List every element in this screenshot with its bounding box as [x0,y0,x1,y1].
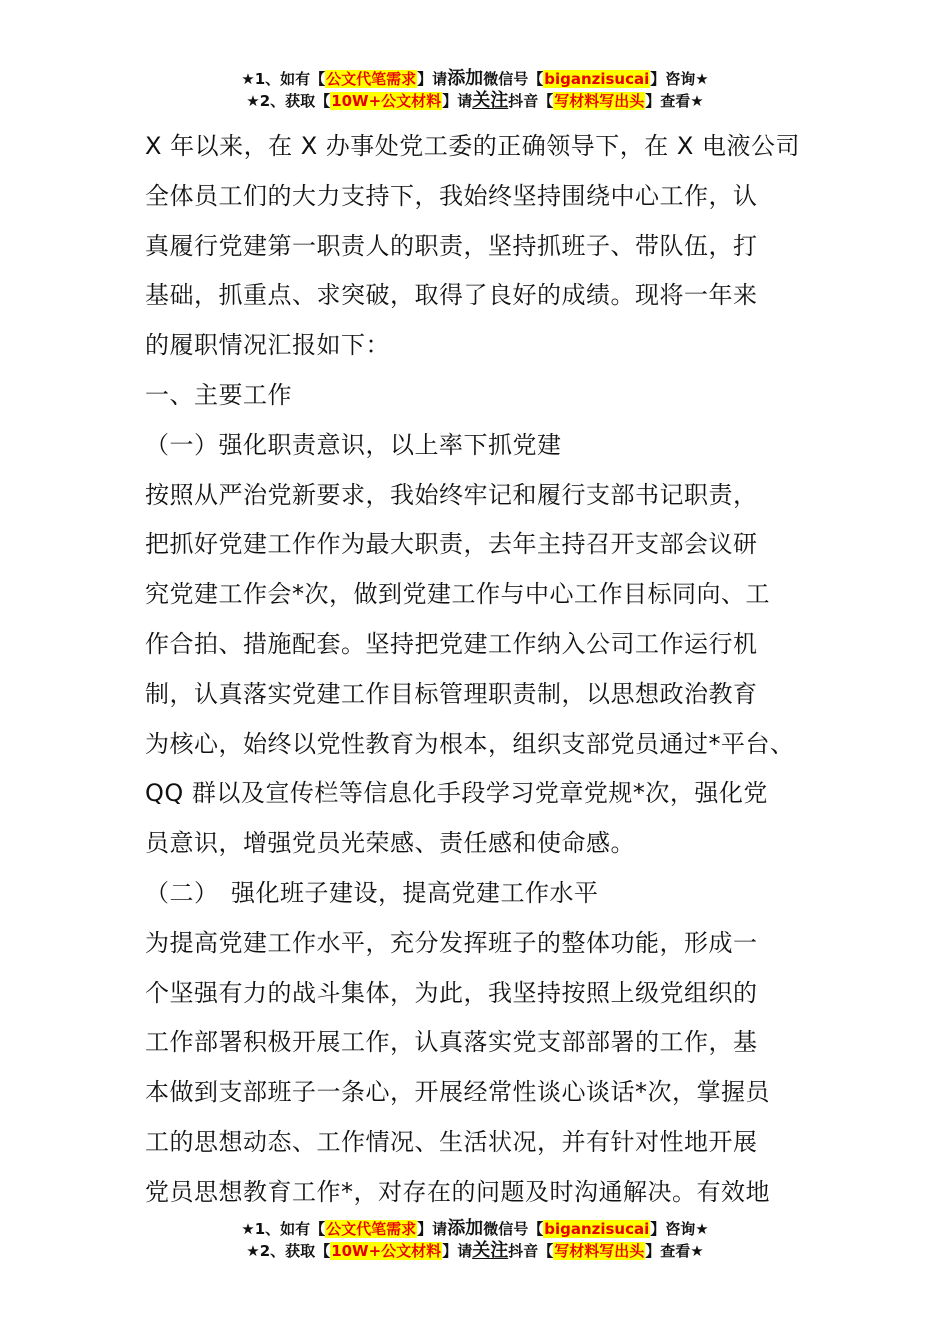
promo-text: 】请 [417,70,448,88]
promo-highlight: 公文代笔需求 [326,70,417,88]
promo-line-2 [0,90,950,112]
promo-text: ★1、如有【 [241,70,326,88]
promo-text: 抖音【 [508,1242,554,1260]
body-line: 员意识，增强党员光荣感、责任感和使命感。 [145,829,635,858]
body-line: 全体员工们的大力支持下，我始终坚持围绕中心工作，认 [145,181,758,210]
promo-highlight: 10W+公文材料 [331,1242,442,1260]
promo-text: 】咨询★ [650,1220,709,1238]
promo-emphasis: 关注 [472,1240,509,1261]
promo-text: ★1、如有【 [241,1220,326,1238]
promo-highlight: 公文代笔需求 [326,1220,417,1238]
body-line: 个坚强有力的战斗集体，为此，我坚持按照上级党组织的 [145,978,758,1007]
promo-highlight: 写材料写出头 [554,92,645,110]
promo-highlight: 10W+公文材料 [331,92,442,110]
document-body [145,122,815,1218]
top-promo-banner [0,68,950,112]
promo-line-1 [0,1218,950,1240]
body-line: 基础，抓重点、求突破，取得了良好的成绩。现将一年来 [145,281,758,310]
body-line: 究党建工作会*次，做到党建工作与中心工作目标同向、工 [145,580,770,609]
body-line: 制，认真落实党建工作目标管理职责制，以思想政治教育 [145,679,758,708]
promo-emphasis: 关注 [472,90,509,111]
promo-highlight: 写材料写出头 [554,1242,645,1260]
subsection-heading: （一）强化职责意识，以上率下抓党建 [145,430,562,459]
promo-text: 】请 [442,1242,473,1260]
body-line: 作合拍、措施配套。坚持把党建工作纳入公司工作运行机 [145,629,758,658]
promo-emphasis: 添加 [447,1218,484,1239]
promo-text: ★2、获取【 [246,1242,331,1260]
promo-highlight: biganzisucai [544,1220,650,1238]
promo-text: ★2、获取【 [246,92,331,110]
promo-text: 微信号【 [483,70,544,88]
promo-line-2 [0,1240,950,1262]
body-line: 的履职情况汇报如下： [145,331,390,360]
promo-highlight: biganzisucai [544,70,650,88]
body-line: 真履行党建第一职责人的职责，坚持抓班子、带队伍，打 [145,231,758,260]
promo-text: 】咨询★ [650,70,709,88]
promo-emphasis: 添加 [447,68,484,89]
body-line: 为核心，始终以党性教育为根本，组织支部党员通过*平台、 [145,729,795,758]
body-line: X 年以来，在 X 办事处党工委的正确领导下，在 X 电液公司 [145,132,800,160]
promo-text: 微信号【 [483,1220,544,1238]
section-heading: 一、主要工作 [145,380,292,409]
body-line: 本做到支部班子一条心，开展经常性谈心谈话*次，掌握员 [145,1078,770,1107]
body-line: 按照从严治党新要求，我始终牢记和履行支部书记职责， [145,480,758,509]
body-line: 为提高党建工作水平，充分发挥班子的整体功能，形成一 [145,928,758,957]
promo-text: 】请 [417,1220,448,1238]
promo-text: 】查看★ [645,1242,704,1260]
promo-text: 抖音【 [508,92,554,110]
promo-text: 】请 [442,92,473,110]
subsection-heading: （二） 强化班子建设，提高党建工作水平 [145,878,599,907]
body-line: QQ 群以及宣传栏等信息化手段学习党章党规*次，强化党 [145,779,768,808]
promo-text: 】查看★ [645,92,704,110]
body-line: 工作部署积极开展工作，认真落实党支部部署的工作，基 [145,1028,758,1057]
bottom-promo-banner [0,1218,950,1262]
promo-line-1 [0,68,950,90]
body-line: 党员思想教育工作*，对存在的问题及时沟通解决。有效地 [145,1177,770,1206]
body-line: 工的思想动态、工作情况、生活状况，并有针对性地开展 [145,1127,758,1156]
body-line: 把抓好党建工作作为最大职责，去年主持召开支部会议研 [145,530,758,559]
